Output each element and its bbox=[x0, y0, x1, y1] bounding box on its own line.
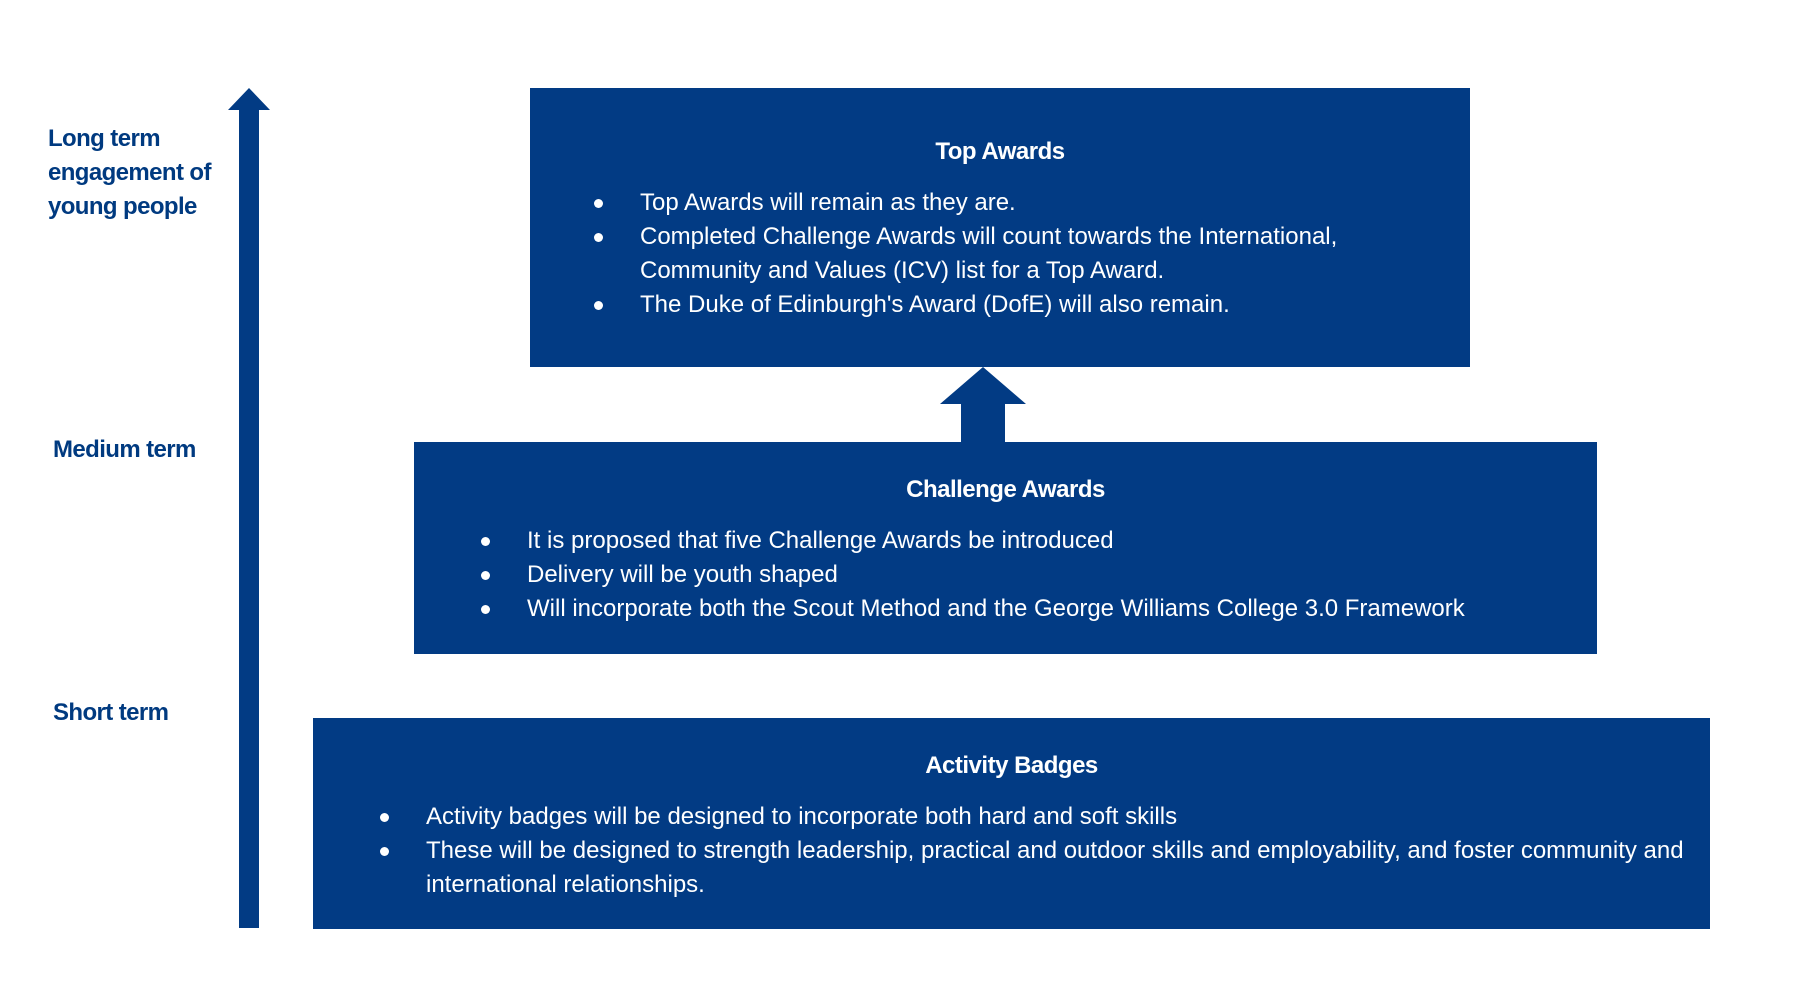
list-item bbox=[426, 800, 1686, 834]
challenge-awards-box bbox=[414, 442, 1597, 654]
vertical-progression-arrow-icon bbox=[226, 88, 272, 928]
list-item bbox=[640, 220, 1440, 288]
top-awards-list bbox=[640, 186, 1440, 322]
bullet-icon bbox=[481, 605, 490, 614]
list-item-text: Delivery will be youth shaped bbox=[527, 561, 838, 588]
list-item-text: Activity badges will be designed to incorporate both hard and soft skills bbox=[426, 803, 1178, 830]
top-awards-box bbox=[530, 88, 1470, 367]
list-item-text: It is proposed that five Challenge Awards be introduced bbox=[527, 527, 1114, 554]
list-item-text: Will incorporate both the Scout Method and the George Williams College 3.0 Framework bbox=[527, 595, 1465, 622]
list-item bbox=[640, 288, 1440, 322]
activity-badges-title: Activity Badges bbox=[925, 752, 1098, 779]
list-item-text: These will be designed to strength leadership, practical and outdoor skills and employability, and foster community and international relationships. bbox=[426, 837, 1684, 898]
list-item-text: Completed Challenge Awards will count towards the International, Community and Values (ICV) list for a Top Award. bbox=[640, 223, 1338, 284]
bullet-icon bbox=[481, 537, 490, 546]
bullet-icon bbox=[481, 571, 490, 580]
list-item bbox=[640, 186, 1440, 220]
list-item bbox=[426, 834, 1686, 902]
list-item bbox=[527, 558, 1587, 592]
activity-badges-box bbox=[313, 718, 1710, 929]
list-item bbox=[527, 524, 1587, 558]
bullet-icon bbox=[594, 233, 603, 242]
top-awards-title: Top Awards bbox=[935, 138, 1065, 165]
side-label-medium-term: Medium term bbox=[53, 436, 196, 463]
side-label-short-term: Short term bbox=[53, 699, 169, 726]
bullet-icon bbox=[594, 199, 603, 208]
bullet-icon bbox=[380, 847, 389, 856]
side-label-long-term: Long term engagement of young people bbox=[48, 125, 211, 220]
challenge-awards-list bbox=[527, 524, 1587, 626]
list-item-text: The Duke of Edinburgh's Award (DofE) will also remain. bbox=[640, 291, 1230, 318]
bullet-icon bbox=[594, 301, 603, 310]
challenge-awards-title: Challenge Awards bbox=[906, 476, 1105, 503]
list-item-text: Top Awards will remain as they are. bbox=[640, 189, 1016, 216]
bullet-icon bbox=[380, 813, 389, 822]
activity-badges-list bbox=[426, 800, 1686, 902]
list-item bbox=[527, 592, 1587, 626]
up-arrow-icon bbox=[940, 367, 1026, 442]
